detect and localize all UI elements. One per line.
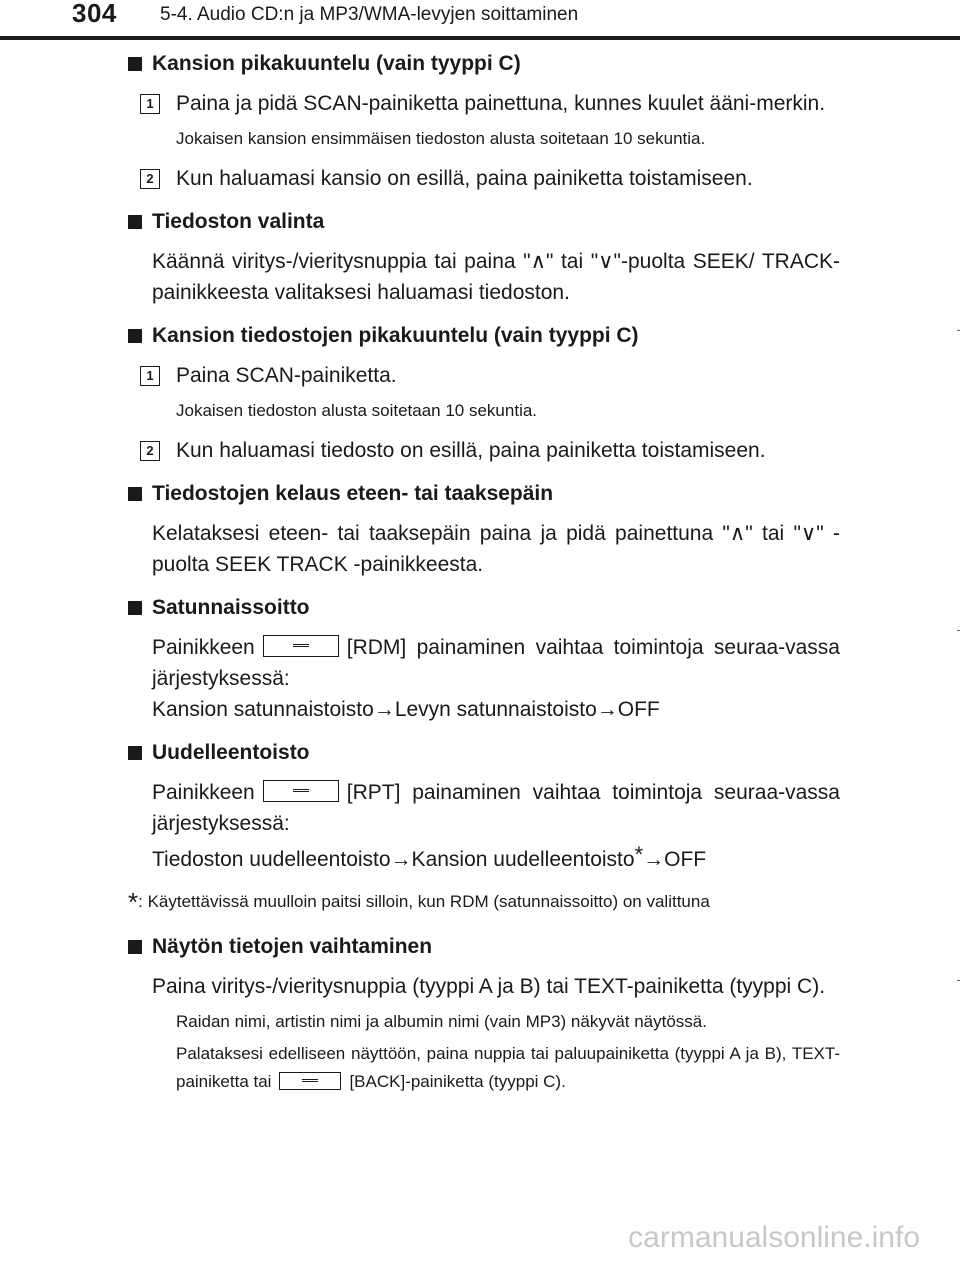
section-heading: Uudelleentoisto: [128, 739, 840, 767]
step-number-badge: 1: [140, 366, 160, 386]
section-repeat: [128, 739, 840, 875]
square-bullet-icon: [128, 329, 142, 343]
section-body: Paina viritys-/vieritysnuppia (tyyppi A ja B) tai TEXT-painiketta (tyyppi C).: [152, 975, 826, 998]
section-heading: Tiedoston valinta: [128, 208, 840, 236]
section-fast-forward: [128, 480, 840, 580]
section-display: [128, 933, 840, 1096]
section-body: Käännä viritys-/vieritysnuppia tai paina "∧" tai "∨"-puolta SEEK/ TRACK-painikkeesta valitaksesi haluamasi tiedoston.: [152, 250, 840, 304]
square-bullet-icon: [128, 940, 142, 954]
section-body: Painikkeen [RPT] painaminen vaihtaa toimintoja seuraa-vassa järjestyksessä: Tiedoston uudelleentoisto→Kansion uudelleentoisto*→OFF: [128, 777, 840, 875]
step-1: 1 Paina SCAN-painiketta.: [128, 360, 840, 391]
square-bullet-icon: [128, 746, 142, 760]
step-1: 1 Paina ja pidä SCAN-painiketta painettuna, kunnes kuulet ääni-merkin.: [128, 88, 840, 119]
square-bullet-icon: [128, 57, 142, 71]
page-number: 304: [72, 0, 117, 28]
footnote-marker: *: [634, 842, 644, 867]
footnote-marker: *: [128, 887, 139, 917]
page-content: [128, 50, 840, 1110]
section-body: Painikkeen [RDM] painaminen vaihtaa toimintoja seuraa-vassa järjestyksessä: Kansion satunnaistoisto→Levyn satunnaistoisto→OFF: [128, 632, 840, 725]
section-file-select: [128, 208, 840, 308]
step-note: Jokaisen kansion ensimmäisen tiedoston alusta soitetaan 10 sekuntia.: [176, 129, 706, 148]
section-heading: Tiedostojen kelaus eteen- tai taaksepäin: [128, 480, 840, 508]
preset-button-icon: [279, 1072, 341, 1090]
section-body: Kelataksesi eteen- tai taaksepäin paina ja pidä painettuna "∧" tai "∨" -puolta SEEK TRACK -painikkeesta.: [152, 522, 840, 576]
footnote: *: Käytettävissä muulloin paitsi silloin, kun RDM (satunnaissoitto) on valittuna: [128, 887, 710, 917]
step-number-badge: 2: [140, 169, 160, 189]
section-folder-scan: [128, 50, 840, 194]
step-note: Jokaisen tiedoston alusta soitetaan 10 sekuntia.: [176, 401, 538, 420]
step-number-badge: 2: [140, 441, 160, 461]
header-rule: [0, 36, 960, 40]
page-header: [0, 0, 960, 40]
section-file-scan: [128, 322, 840, 466]
mode-sequence: Tiedoston uudelleentoisto→Kansion uudelleentoisto*→OFF: [152, 842, 707, 871]
mode-sequence: Kansion satunnaistoisto→Levyn satunnaistoisto→OFF: [152, 698, 660, 721]
section-heading: Näytön tietojen vaihtaminen: [128, 933, 840, 961]
step-2: 2 Kun haluamasi kansio on esillä, paina painiketta toistamiseen.: [128, 163, 840, 194]
section-heading: Satunnaissoitto: [128, 594, 840, 622]
preset-button-icon: [263, 635, 339, 657]
square-bullet-icon: [128, 601, 142, 615]
chapter-title: 5-4. Audio CD:n ja MP3/WMA-levyjen soittaminen: [160, 4, 579, 25]
preset-button-icon: [263, 780, 339, 802]
section-random: [128, 594, 840, 725]
square-bullet-icon: [128, 487, 142, 501]
step-number-badge: 1: [140, 94, 160, 114]
square-bullet-icon: [128, 215, 142, 229]
section-heading: Kansion pikakuuntelu (vain tyyppi C): [128, 50, 840, 78]
watermark: carmanualsonline.info: [628, 1221, 920, 1254]
section-heading: Kansion tiedostojen pikakuuntelu (vain tyyppi C): [128, 322, 840, 350]
section-notes: Raidan nimi, artistin nimi ja albumin nimi (vain MP3) näkyvät näytössä. Palataksesi edelliseen näyttöön, paina nuppia tai paluupainiketta (tyyppi A ja B), TEXT-painiketta tai [BACK]-painiketta (tyyppi C).: [176, 1012, 840, 1091]
step-2: 2 Kun haluamasi tiedosto on esillä, paina painiketta toistamiseen.: [128, 435, 840, 466]
